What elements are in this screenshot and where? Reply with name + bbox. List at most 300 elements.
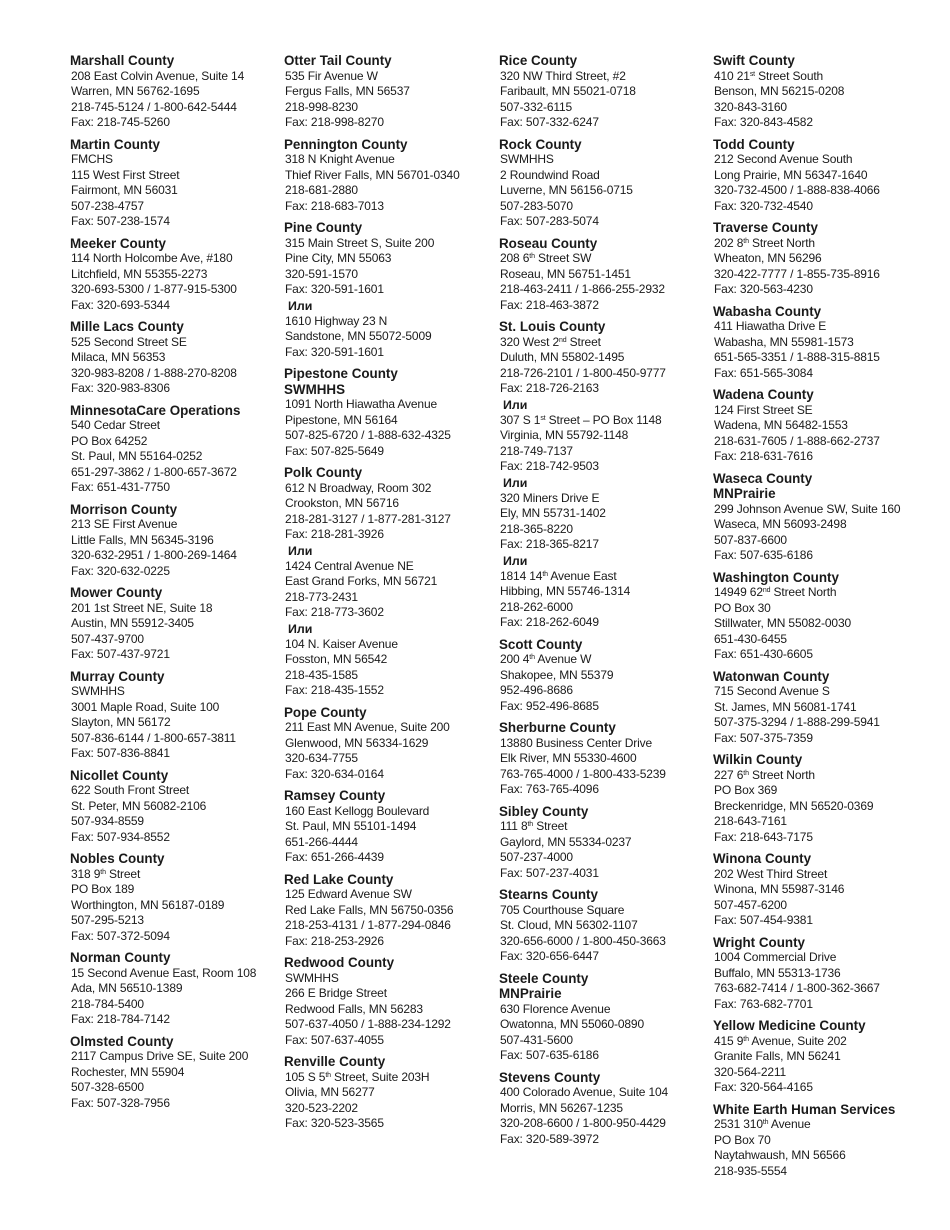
address-line: 160 East Kellogg Boulevard [285,803,430,818]
address-line: 400 Colorado Avenue, Suite 104 [500,1085,669,1099]
county-entry [499,1070,711,1148]
agency-name: SWMHHS [284,381,345,397]
county-name: Pipestone County [284,366,398,381]
county-entry [713,851,913,929]
address-line: Crookston, MN 56716 [285,496,399,510]
address-line: Naytahwaush, MN 56566 [714,1148,846,1162]
fax-number: Fax: 218-262-6049 [500,615,599,629]
address-line: 612 N Broadway, Room 302 [285,480,432,495]
phone-number: 218-773-2431 [285,589,358,604]
county-entry [713,137,913,215]
directory-column-1 [70,53,282,1117]
address-line: Fairmont, MN 56031 [71,183,178,197]
address-line: Buffalo, MN 55313-1736 [714,965,841,980]
address-line: Faribault, MN 55021-0718 [500,84,636,98]
fax-number: Fax: 651-565-3084 [714,365,813,380]
address-line: PO Box 30 [714,600,771,615]
address-line: Long Prairie, MN 56347-1640 [714,167,868,182]
address-line: 212 Second Avenue South [714,152,853,166]
phone-number: 651-430-6455 [714,631,787,646]
county-entry [499,53,711,131]
address-line: Litchfield, MN 55355-2273 [71,266,208,281]
address-line: Ada, MN 56510-1389 [71,981,183,995]
fax-number: Fax: 507-237-4031 [500,865,599,880]
county-entry [284,1054,496,1132]
address-line: 1004 Commercial Drive [714,950,837,964]
county-entry [70,585,282,663]
county-entry [713,304,913,382]
phone-number: 320-422-7777 / 1-855-735-8916 [714,266,880,281]
county-name: Waseca County [713,470,813,486]
directory-column-4 [713,53,913,1185]
phone-number: 507-457-6200 [714,897,787,912]
fax-number: Fax: 218-631-7616 [714,449,813,463]
phone-number: 320-208-6600 / 1-800-950-4429 [500,1116,666,1130]
county-name: Redwood County [284,955,395,970]
phone-number: 218-463-2411 / 1-866-255-2932 [500,282,665,296]
fax-number: Fax: 507-934-8552 [71,829,170,844]
address-line: 104 N. Kaiser Avenue [285,636,398,651]
phone-number: 218-726-2101 / 1-800-450-9777 [500,365,666,380]
address-line: PO Box 369 [714,783,778,797]
county-name: Otter Tail County [284,53,392,68]
phone-number: 651-266-4444 [285,834,358,849]
county-name: Renville County [284,1054,386,1069]
address-line: 318 9th Street [71,866,141,881]
county-entry [499,720,711,798]
phone-number: 218-935-5554 [714,1163,787,1178]
fax-number: Fax: 507-238-1574 [71,214,170,228]
fax-number: Fax: 507-635-6186 [714,548,813,562]
phone-number: 507-237-4000 [500,850,573,864]
address-line: Winona, MN 55987-3146 [714,882,845,896]
county-name: Wilkin County [713,752,803,767]
phone-number: 320-632-2951 / 1-800-269-1464 [71,548,237,562]
alternate-office-label: Или [503,553,528,568]
phone-number: 507-295-5213 [71,913,144,927]
alternate-office-label: Или [288,298,313,313]
county-name: Stevens County [499,1069,601,1085]
county-entry [713,1018,913,1096]
county-name: Murray County [70,668,165,684]
fax-number: Fax: 507-825-5649 [285,443,384,458]
address-line: 2 Roundwind Road [500,167,600,182]
fax-number: Fax: 507-836-8841 [71,746,170,760]
address-line: 13880 Business Center Drive [500,735,653,750]
address-line: St. James, MN 56081-1741 [714,699,857,714]
phone-number: 320-634-7755 [285,751,358,765]
address-line: Benson, MN 56215-0208 [714,84,845,98]
fax-number: Fax: 218-435-1552 [285,683,384,697]
phone-number: 320-523-2202 [285,1100,358,1115]
address-line: PO Box 70 [714,1132,771,1147]
address-line: 320 Miners Drive E [500,490,600,505]
address-line: St. Cloud, MN 56302-1107 [500,918,638,932]
county-entry [70,768,282,846]
county-entry [713,570,913,663]
address-line: Olivia, MN 56277 [285,1085,375,1099]
alternate-office-label: Или [503,475,528,490]
directory-column-3 [499,53,711,1153]
alternate-office-label: Или [288,543,313,558]
address-line: SWMHHS [285,970,339,985]
phone-number: 507-836-6144 / 1-800-657-3811 [71,730,236,745]
phone-number: 952-496-8686 [500,683,573,697]
address-line: Wheaton, MN 56296 [714,251,822,265]
phone-number: 507-332-6115 [500,99,573,114]
phone-number: 218-745-5124 / 1-800-642-5444 [71,99,237,114]
county-entry [284,872,496,950]
county-name: Washington County [713,569,839,585]
fax-number: Fax: 320-732-4540 [714,198,813,213]
county-name: MinnesotaCare Operations [70,402,241,418]
fax-number: Fax: 320-983-8306 [71,381,170,395]
county-entry [70,851,282,944]
address-line: 115 West First Street [71,167,180,182]
address-line: Sandstone, MN 55072-5009 [285,329,432,343]
address-line: Elk River, MN 55330-4600 [500,751,637,765]
address-line: 315 Main Street S, Suite 200 [285,235,435,250]
fax-number: Fax: 218-463-3872 [500,297,599,312]
alternate-office-label: Или [288,621,313,636]
fax-number: Fax: 320-523-3565 [285,1116,384,1130]
phone-number: 218-253-4131 / 1-877-294-0846 [285,918,451,932]
address-line: Slayton, MN 56172 [71,715,171,729]
fax-number: Fax: 507-375-7359 [714,730,813,745]
address-line: Roseau, MN 56751-1451 [500,266,631,281]
phone-number: 320-564-2211 [714,1064,787,1079]
phone-number: 763-765-4000 / 1-800-433-5239 [500,766,666,781]
county-name: Pine County [284,220,363,235]
address-line: Redwood Falls, MN 56283 [285,1001,423,1016]
county-name: Roseau County [499,235,598,251]
phone-number: 218-643-7161 [714,814,787,828]
fax-number: Fax: 218-365-8217 [500,537,599,551]
address-line: 411 Hiawatha Drive E [714,319,827,333]
phone-number: 320-591-1570 [285,266,358,281]
phone-number: 763-682-7414 / 1-800-362-3667 [714,981,880,995]
county-entry [499,887,711,965]
address-line: 299 Johnson Avenue SW, Suite 160 [714,501,901,516]
fax-number: Fax: 507-637-4055 [285,1032,384,1047]
county-name: Traverse County [713,220,818,235]
address-line: 320 NW Third Street, #2 [500,68,626,83]
county-name: Sherburne County [499,720,616,735]
address-line: 1424 Central Avenue NE [285,558,414,573]
county-name: St. Louis County [499,319,606,334]
address-line: Austin, MN 55912-3405 [71,616,194,630]
county-entry [284,53,496,131]
fax-number: Fax: 320-693-5344 [71,297,170,312]
phone-number: 320-693-5300 / 1-877-915-5300 [71,282,237,296]
phone-number: 218-281-3127 / 1-877-281-3127 [285,511,451,526]
address-line: Wadena, MN 56482-1553 [714,418,848,432]
address-line: Morris, MN 56267-1235 [500,1100,623,1115]
county-entry [284,220,496,360]
address-line: Shakopee, MN 55379 [500,667,614,682]
address-line: 213 SE First Avenue [71,517,178,531]
fax-number: Fax: 320-591-1601 [285,344,384,359]
fax-number: Fax: 218-683-7013 [285,198,384,213]
address-line: Luverne, MN 56156-0715 [500,183,633,197]
fax-number: Fax: 218-726-2163 [500,381,599,395]
fax-number: Fax: 218-281-3926 [285,527,384,541]
address-line: 2117 Campus Drive SE, Suite 200 [71,1049,249,1063]
county-name: White Earth Human Services [713,1101,896,1117]
county-name: Olmsted County [70,1033,174,1049]
phone-number: 507-328-6500 [71,1080,144,1094]
county-entry [713,220,913,298]
phone-number: 218-262-6000 [500,599,573,614]
fax-number: Fax: 218-742-9503 [500,459,599,473]
phone-number: 507-934-8559 [71,814,144,828]
fax-number: Fax: 763-682-7701 [714,996,813,1011]
county-entry [284,955,496,1048]
county-name: Wadena County [713,387,814,402]
fax-number: Fax: 320-632-0225 [71,563,170,578]
address-line: Little Falls, MN 56345-3196 [71,532,214,547]
fax-number: Fax: 320-591-1601 [285,282,384,296]
county-entry [70,137,282,230]
address-line: 1814 14th Avenue East [500,568,617,583]
address-line: 320 West 2nd Street [500,334,601,349]
phone-number: 320-732-4500 / 1-888-838-4066 [714,183,880,197]
phone-number: 507-283-5070 [500,198,573,213]
address-line: 208 6th Street SW [500,251,592,265]
address-line: 410 21st Street South [714,68,824,83]
address-line: 202 West Third Street [714,866,828,881]
address-line: 630 Florence Avenue [500,1001,611,1016]
county-name: Wabasha County [713,303,822,319]
fax-number: Fax: 320-564-4165 [714,1080,813,1094]
county-entry [70,1034,282,1112]
fax-number: Fax: 763-765-4096 [500,782,599,796]
address-line: Worthington, MN 56187-0189 [71,897,225,912]
county-name: Martin County [70,136,161,152]
address-line: 318 N Knight Avenue [285,152,395,166]
county-entry [70,669,282,762]
fax-number: Fax: 320-634-0164 [285,766,384,781]
county-entry [70,236,282,314]
address-line: Pine City, MN 55063 [285,251,392,265]
county-entry [284,366,496,459]
address-line: 105 S 5th Street, Suite 203H [285,1069,430,1084]
address-line: St. Paul, MN 55101-1494 [285,819,417,833]
phone-number: 507-637-4050 / 1-888-234-1292 [285,1017,451,1031]
phone-number: 320-843-3160 [714,99,787,114]
county-entry [499,319,711,631]
address-line: Fergus Falls, MN 56537 [285,84,410,98]
directory-column-2 [284,53,496,1138]
address-line: 125 Edward Avenue SW [285,887,412,901]
county-name: Mille Lacs County [70,319,184,334]
address-line: 111 8th Street [500,819,568,833]
phone-number: 651-565-3351 / 1-888-315-8815 [714,350,880,364]
fax-number: Fax: 507-283-5074 [500,214,599,228]
county-name: Rock County [499,136,582,152]
phone-number: 218-784-5400 [71,996,144,1011]
fax-number: Fax: 320-843-4582 [714,115,813,129]
address-line: PO Box 189 [71,882,135,896]
fax-number: Fax: 218-998-8270 [285,115,384,129]
phone-number: 507-825-6720 / 1-888-632-4325 [285,428,451,442]
county-name: Norman County [70,950,171,965]
phone-number: 507-837-6600 [714,532,787,547]
fax-number: Fax: 320-563-4230 [714,282,813,296]
fax-number: Fax: 507-454-9381 [714,913,813,927]
phone-number: 320-656-6000 / 1-800-450-3663 [500,933,666,948]
county-entry [499,137,711,230]
phone-number: 218-998-8230 [285,99,358,114]
county-name: Nobles County [70,851,165,866]
fax-number: Fax: 218-253-2926 [285,933,384,948]
address-line: St. Paul, MN 55164-0252 [71,449,203,463]
agency-name: MNPrairie [499,986,562,1001]
phone-number: 651-297-3862 / 1-800-657-3672 [71,464,237,479]
address-line: Waseca, MN 56093-2498 [714,517,847,531]
address-line: Breckenridge, MN 56520-0369 [714,798,874,813]
address-line: Gaylord, MN 55334-0237 [500,834,632,849]
address-line: Granite Falls, MN 56241 [714,1049,841,1063]
phone-number: 320-983-8208 / 1-888-270-8208 [71,365,237,380]
phone-number: 218-749-7137 [500,443,573,458]
address-line: 202 8th Street North [714,235,815,250]
phone-number: 507-437-9700 [71,631,144,646]
county-entry [284,788,496,866]
address-line: Rochester, MN 55904 [71,1064,185,1079]
phone-number: 218-365-8220 [500,521,573,536]
county-name: Morrison County [70,501,178,517]
county-name: Red Lake County [284,871,394,887]
address-line: Red Lake Falls, MN 56750-0356 [285,902,454,917]
fax-number: Fax: 320-656-6447 [500,949,599,963]
fax-number: Fax: 507-332-6247 [500,115,599,129]
county-name: Pope County [284,704,367,720]
address-line: 622 South Front Street [71,783,190,797]
fax-number: Fax: 218-773-3602 [285,605,384,619]
county-name: Swift County [713,53,795,68]
alternate-office-label: Или [503,397,528,412]
fax-number: Fax: 651-266-4439 [285,850,384,864]
address-line: 3001 Maple Road, Suite 100 [71,699,220,714]
phone-number: 218-435-1585 [285,667,358,682]
county-name: Marshall County [70,53,175,68]
address-line: Duluth, MN 55802-1495 [500,350,625,364]
address-line: 525 Second Street SE [71,334,187,349]
address-line: 535 Fir Avenue W [285,68,378,83]
address-line: 1091 North Hiawatha Avenue [285,397,437,411]
county-name: Yellow Medicine County [713,1018,866,1033]
address-line: 15 Second Avenue East, Room 108 [71,965,257,980]
county-entry [713,387,913,465]
address-line: FMCHS [71,152,113,166]
address-line: SWMHHS [500,152,554,166]
county-name: Rice County [499,53,578,68]
address-line: 415 9th Avenue, Suite 202 [714,1033,847,1048]
address-line: Virginia, MN 55792-1148 [500,428,629,442]
county-name: Winona County [713,851,812,866]
address-line: St. Peter, MN 56082-2106 [71,798,207,813]
agency-name: MNPrairie [713,486,776,501]
address-line: SWMHHS [71,684,125,698]
fax-number: Fax: 218-784-7142 [71,1012,170,1026]
address-line: 14949 62nd Street North [714,585,837,599]
county-name: Stearns County [499,887,598,902]
county-name: Wright County [713,934,805,950]
county-name: Polk County [284,465,363,480]
fax-number: Fax: 320-589-3972 [500,1131,599,1146]
county-entry [713,752,913,845]
address-line: 227 6th Street North [714,767,815,782]
county-name: Ramsey County [284,788,386,803]
county-entry [70,319,282,397]
address-line: Stillwater, MN 55082-0030 [714,616,851,630]
address-line: Pipestone, MN 56164 [285,412,398,427]
address-line: PO Box 64252 [71,433,148,448]
address-line: 2531 310th Avenue [714,1117,811,1131]
fax-number: Fax: 218-745-5260 [71,115,170,129]
county-entry [713,471,913,564]
county-entry [713,53,913,131]
address-line: 201 1st Street NE, Suite 18 [71,600,213,615]
phone-number: 507-375-3294 / 1-888-299-5941 [714,715,880,729]
phone-number: 507-431-5600 [500,1032,573,1047]
address-line: 124 First Street SE [714,402,813,417]
county-entry [70,502,282,580]
address-line: East Grand Forks, MN 56721 [285,574,438,588]
address-line: Hibbing, MN 55746-1314 [500,584,631,598]
county-name: Scott County [499,636,583,652]
address-line: 200 4th Avenue W [500,652,592,666]
fax-number: Fax: 507-635-6186 [500,1048,599,1062]
address-line: Milaca, MN 56353 [71,350,166,364]
address-line: 540 Cedar Street [71,418,160,432]
phone-number: 507-238-4757 [71,198,144,213]
fax-number: Fax: 651-430-6605 [714,647,813,661]
address-line: 307 S 1st Street – PO Box 1148 [500,412,662,427]
phone-number: 218-681-2880 [285,183,358,197]
address-line: 266 E Bridge Street [285,986,387,1000]
county-entry [499,804,711,882]
address-line: 208 East Colvin Avenue, Suite 14 [71,68,245,83]
address-line: 211 East MN Avenue, Suite 200 [285,720,450,734]
county-entry [70,950,282,1028]
county-entry [70,53,282,131]
county-entry [70,403,282,496]
address-line: 715 Second Avenue S [714,684,830,698]
fax-number: Fax: 507-437-9721 [71,647,170,661]
address-line: Ely, MN 55731-1402 [500,506,606,520]
county-entry [284,137,496,215]
address-line: Thief River Falls, MN 56701-0340 [285,167,460,182]
county-name: Watonwan County [713,668,830,684]
fax-number: Fax: 218-643-7175 [714,829,813,844]
fax-number: Fax: 651-431-7750 [71,480,170,494]
county-name: Mower County [70,585,163,600]
address-line: 1610 Highway 23 N [285,313,388,328]
fax-number: Fax: 507-372-5094 [71,928,170,943]
county-name: Todd County [713,136,795,152]
county-entry [499,637,711,715]
address-line: 705 Courthouse Square [500,902,625,917]
county-entry [713,669,913,747]
address-line: Warren, MN 56762-1695 [71,84,200,98]
county-name: Pennington County [284,136,408,152]
county-entry [713,935,913,1013]
address-line: Owatonna, MN 55060-0890 [500,1017,644,1031]
county-entry [284,465,496,699]
county-entry [284,705,496,783]
